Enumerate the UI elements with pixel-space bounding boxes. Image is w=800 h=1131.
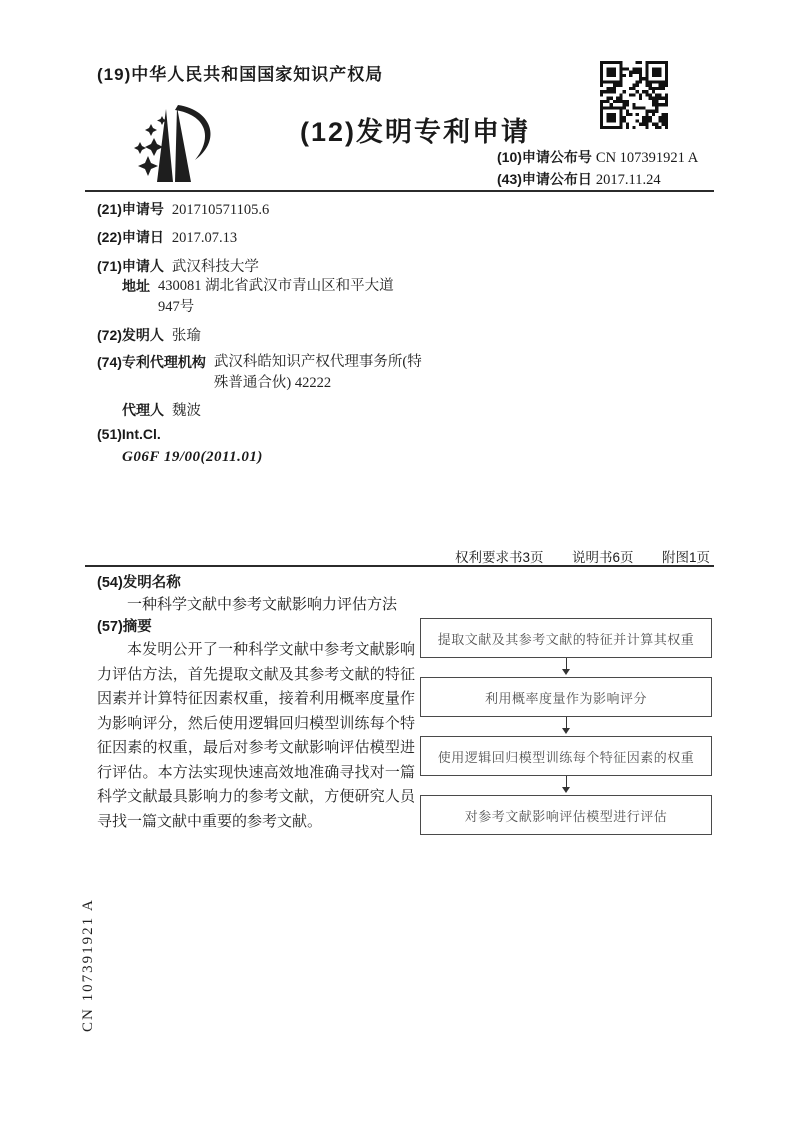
- publication-number-row: [497, 147, 698, 167]
- agency-value: 武汉科皓知识产权代理事务所(特殊普通合伙) 42222: [213, 354, 422, 391]
- application-date-label: (22)申请日: [97, 229, 164, 245]
- int-cl-row: [97, 426, 161, 442]
- flowchart-step-4: 对参考文献影响评估模型进行评估: [420, 795, 712, 835]
- qr-code-icon: [598, 61, 670, 129]
- invention-title: 一种科学文献中参考文献影响力评估方法: [127, 597, 398, 613]
- application-number-row: [97, 199, 269, 219]
- publication-date-value: 2017.11.24: [595, 172, 661, 188]
- publication-number-label: (10)申请公布号: [497, 149, 592, 165]
- figures-pages: 附图1页: [661, 550, 710, 565]
- int-cl-value: G06F 19/00(2011.01): [122, 449, 263, 465]
- application-number-value: 201710571105.6: [171, 202, 270, 218]
- publication-date-row: [497, 169, 661, 189]
- section-divider: [85, 565, 714, 567]
- int-cl-label: (51)Int.Cl.: [97, 426, 161, 442]
- application-number-label: (21)申请号: [97, 201, 164, 217]
- sipo-logo-icon: [118, 98, 230, 190]
- applicant-row: [97, 255, 259, 276]
- agent-row: [122, 399, 201, 420]
- applicant-label: (71)申请人: [97, 258, 164, 274]
- inventor-row: [97, 324, 201, 345]
- address-value: 430081 湖北省武汉市青山区和平大道947号: [158, 278, 394, 315]
- flowchart-step-1: 提取文献及其参考文献的特征并计算其权重: [420, 618, 712, 658]
- abstract-section-label: (57)摘要: [97, 619, 152, 635]
- publication-number-value: CN 107391921 A: [595, 150, 699, 166]
- application-date-value: 2017.07.13: [171, 230, 238, 246]
- address-label: 地址: [122, 278, 150, 294]
- document-type-title: (12)发明专利申请: [300, 117, 531, 147]
- agency-label: (74)专利代理机构: [97, 354, 206, 370]
- side-publication-code: CN 107391921 A: [80, 898, 96, 1032]
- inventor-label: (72)发明人: [97, 327, 164, 343]
- header-divider: [85, 190, 714, 192]
- invention-title-section-label: (54)发明名称: [97, 575, 181, 591]
- pages-info: [455, 546, 710, 566]
- description-pages: 说明书6页: [571, 550, 634, 565]
- patent-office-name: (19)中华人民共和国国家知识产权局: [97, 65, 384, 84]
- publication-date-label: (43)申请公布日: [497, 171, 592, 187]
- abstract-text: 本发明公开了一种科学文献中参考文献影响力评估方法，首先提取文献及其参考文献的特征因素并计算特征因素权重，接着利用概率度量作为影响评分，然后使用逻辑回归模型训练每个特征因素的权重，最后对参考文献影响评估模型进行评估。本方法实现快速高效地准确寻找对一篇科学文献最具影响力的参考文献，方便研究人员寻找一篇文献中重要的参考文献。: [97, 642, 415, 830]
- inventor-value: 张瑜: [171, 328, 201, 344]
- applicant-address-row: [122, 276, 410, 318]
- agency-row: [97, 352, 422, 394]
- agent-label: 代理人: [122, 402, 164, 418]
- abstract-flowchart-figure: [420, 618, 712, 835]
- agent-value: 魏波: [172, 403, 201, 419]
- flowchart-step-3: 使用逻辑回归模型训练每个特征因素的权重: [420, 736, 712, 776]
- flowchart-step-2: 利用概率度量作为影响评分: [420, 677, 712, 717]
- claims-pages: 权利要求书3页: [455, 550, 544, 565]
- applicant-value: 武汉科技大学: [171, 259, 259, 275]
- application-date-row: [97, 227, 237, 247]
